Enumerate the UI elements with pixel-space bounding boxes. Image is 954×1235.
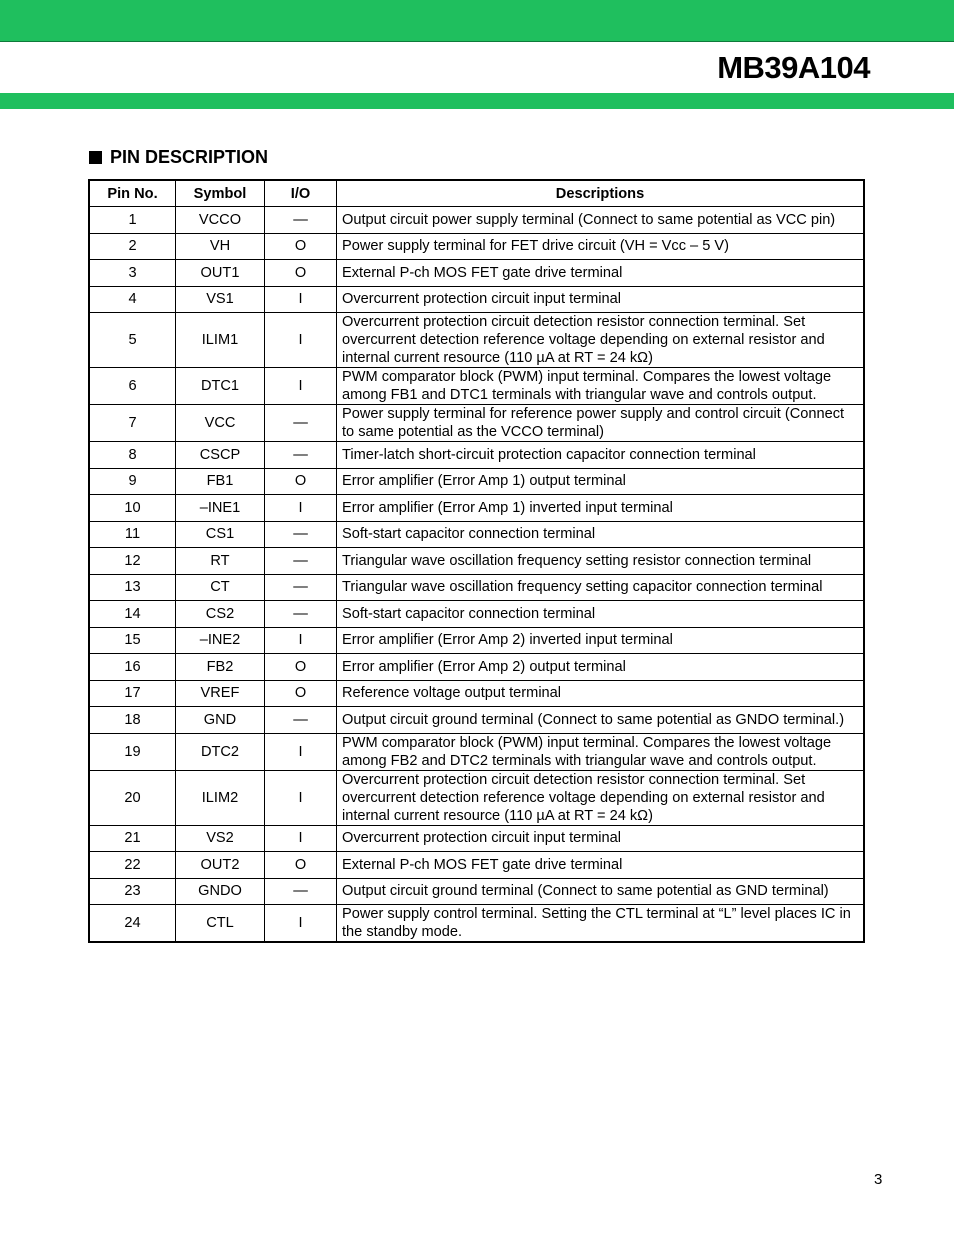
io-cell: I [265, 905, 337, 943]
symbol-cell: CT [176, 574, 265, 601]
table-row [89, 770, 864, 825]
description-cell: PWM comparator block (PWM) input terminal. Compares the lowest voltage among FB1 and DTC1 terminals with triangular wave and controls output. [337, 368, 865, 405]
description-cell: Error amplifier (Error Amp 1) output terminal [337, 468, 865, 495]
table-row [89, 574, 864, 601]
description-cell: Reference voltage output terminal [337, 680, 865, 707]
symbol-cell: ILIM2 [176, 770, 265, 825]
table-row [89, 521, 864, 548]
header-io: I/O [265, 180, 337, 207]
pin-no-cell: 20 [89, 770, 176, 825]
symbol-cell: ILIM1 [176, 313, 265, 368]
pin-no-cell: 6 [89, 368, 176, 405]
pin-no-cell: 14 [89, 601, 176, 628]
io-cell: O [265, 233, 337, 260]
io-cell: O [265, 852, 337, 879]
io-cell: — [265, 442, 337, 469]
pin-no-cell: 18 [89, 707, 176, 734]
pin-no-cell: 21 [89, 825, 176, 852]
symbol-cell: FB2 [176, 654, 265, 681]
symbol-cell: DTC1 [176, 368, 265, 405]
description-cell: Timer-latch short-circuit protection capacitor connection terminal [337, 442, 865, 469]
description-cell: Power supply terminal for reference power supply and control circuit (Connect to same potential as the VCCO terminal) [337, 405, 865, 442]
io-cell: — [265, 601, 337, 628]
description-cell: External P-ch MOS FET gate drive terminal [337, 260, 865, 287]
table-header-row [89, 180, 864, 207]
symbol-cell: –INE1 [176, 495, 265, 522]
table-row [89, 627, 864, 654]
symbol-cell: RT [176, 548, 265, 575]
pin-no-cell: 11 [89, 521, 176, 548]
symbol-cell: CSCP [176, 442, 265, 469]
io-cell: — [265, 707, 337, 734]
header-pin-no: Pin No. [89, 180, 176, 207]
table-row [89, 468, 864, 495]
symbol-cell: CS2 [176, 601, 265, 628]
table-row [89, 905, 864, 943]
table-row [89, 707, 864, 734]
table-row [89, 405, 864, 442]
io-cell: — [265, 207, 337, 234]
description-cell: Soft-start capacitor connection terminal [337, 601, 865, 628]
description-cell: Power supply terminal for FET drive circuit (VH = Vcc – 5 V) [337, 233, 865, 260]
io-cell: O [265, 468, 337, 495]
io-cell: — [265, 574, 337, 601]
table-row [89, 442, 864, 469]
table-row [89, 548, 864, 575]
table-row [89, 233, 864, 260]
pin-no-cell: 3 [89, 260, 176, 287]
symbol-cell: CTL [176, 905, 265, 943]
io-cell: O [265, 260, 337, 287]
io-cell: I [265, 825, 337, 852]
pin-no-cell: 12 [89, 548, 176, 575]
symbol-cell: VCCO [176, 207, 265, 234]
table-row [89, 680, 864, 707]
table-row [89, 207, 864, 234]
table-row [89, 313, 864, 368]
symbol-cell: VS2 [176, 825, 265, 852]
symbol-cell: CS1 [176, 521, 265, 548]
page-number: 3 [874, 1171, 883, 1188]
symbol-cell: DTC2 [176, 733, 265, 770]
description-cell: Overcurrent protection circuit detection resistor connection terminal. Set overcurrent detection reference voltage depending on external resistor and internal current resource (110 µA at RT = 24 kΩ) [337, 770, 865, 825]
pin-no-cell: 4 [89, 286, 176, 313]
pin-no-cell: 8 [89, 442, 176, 469]
io-cell: I [265, 495, 337, 522]
pin-no-cell: 17 [89, 680, 176, 707]
header-band-top [0, 0, 954, 42]
symbol-cell: VCC [176, 405, 265, 442]
symbol-cell: VH [176, 233, 265, 260]
pin-no-cell: 9 [89, 468, 176, 495]
symbol-cell: VS1 [176, 286, 265, 313]
table-row [89, 495, 864, 522]
io-cell: — [265, 405, 337, 442]
description-cell: Output circuit power supply terminal (Connect to same potential as VCC pin) [337, 207, 865, 234]
symbol-cell: OUT1 [176, 260, 265, 287]
doc-title: MB39A104 [717, 50, 870, 85]
io-cell: O [265, 680, 337, 707]
table-row [89, 733, 864, 770]
description-cell: Soft-start capacitor connection terminal [337, 521, 865, 548]
description-cell: External P-ch MOS FET gate drive terminal [337, 852, 865, 879]
pin-no-cell: 15 [89, 627, 176, 654]
io-cell: — [265, 878, 337, 905]
io-cell: O [265, 654, 337, 681]
pin-no-cell: 7 [89, 405, 176, 442]
io-cell: — [265, 521, 337, 548]
description-cell: Overcurrent protection circuit detection resistor connection terminal. Set overcurrent detection reference voltage depending on external resistor and internal current resource (110 µA at RT = 24 kΩ) [337, 313, 865, 368]
pin-description-table [88, 179, 865, 943]
symbol-cell: GND [176, 707, 265, 734]
pin-no-cell: 2 [89, 233, 176, 260]
pin-no-cell: 5 [89, 313, 176, 368]
pin-no-cell: 10 [89, 495, 176, 522]
table-row [89, 260, 864, 287]
description-cell: Power supply control terminal. Setting the CTL terminal at “L” level places IC in the standby mode. [337, 905, 865, 943]
io-cell: I [265, 627, 337, 654]
description-cell: Triangular wave oscillation frequency setting resistor connection terminal [337, 548, 865, 575]
io-cell: I [265, 313, 337, 368]
io-cell: I [265, 733, 337, 770]
symbol-cell: VREF [176, 680, 265, 707]
description-cell: Output circuit ground terminal (Connect to same potential as GNDO terminal.) [337, 707, 865, 734]
pin-no-cell: 19 [89, 733, 176, 770]
io-cell: I [265, 770, 337, 825]
symbol-cell: FB1 [176, 468, 265, 495]
pin-no-cell: 1 [89, 207, 176, 234]
description-cell: Triangular wave oscillation frequency setting capacitor connection terminal [337, 574, 865, 601]
pin-no-cell: 13 [89, 574, 176, 601]
description-cell: Error amplifier (Error Amp 2) inverted input terminal [337, 627, 865, 654]
description-cell: Error amplifier (Error Amp 1) inverted input terminal [337, 495, 865, 522]
table-body [89, 207, 864, 943]
description-cell: Overcurrent protection circuit input terminal [337, 286, 865, 313]
table-row [89, 825, 864, 852]
description-cell: Error amplifier (Error Amp 2) output terminal [337, 654, 865, 681]
header-band-bottom [0, 93, 954, 109]
table-row [89, 368, 864, 405]
section-title: PIN DESCRIPTION [110, 147, 269, 167]
pin-no-cell: 22 [89, 852, 176, 879]
description-cell: Output circuit ground terminal (Connect to same potential as GND terminal) [337, 878, 865, 905]
table-row [89, 654, 864, 681]
table-row [89, 878, 864, 905]
symbol-cell: –INE2 [176, 627, 265, 654]
description-cell: Overcurrent protection circuit input terminal [337, 825, 865, 852]
symbol-cell: GNDO [176, 878, 265, 905]
pin-no-cell: 16 [89, 654, 176, 681]
square-bullet-icon [89, 151, 102, 164]
table-row [89, 852, 864, 879]
header-symbol: Symbol [176, 180, 265, 207]
symbol-cell: OUT2 [176, 852, 265, 879]
io-cell: I [265, 368, 337, 405]
header-descriptions: Descriptions [337, 180, 865, 207]
description-cell: PWM comparator block (PWM) input terminal. Compares the lowest voltage among FB2 and DTC2 terminals with triangular wave and controls output. [337, 733, 865, 770]
io-cell: — [265, 548, 337, 575]
table-row [89, 601, 864, 628]
table-row [89, 286, 864, 313]
pin-no-cell: 23 [89, 878, 176, 905]
io-cell: I [265, 286, 337, 313]
pin-no-cell: 24 [89, 905, 176, 943]
section-heading [89, 147, 268, 168]
